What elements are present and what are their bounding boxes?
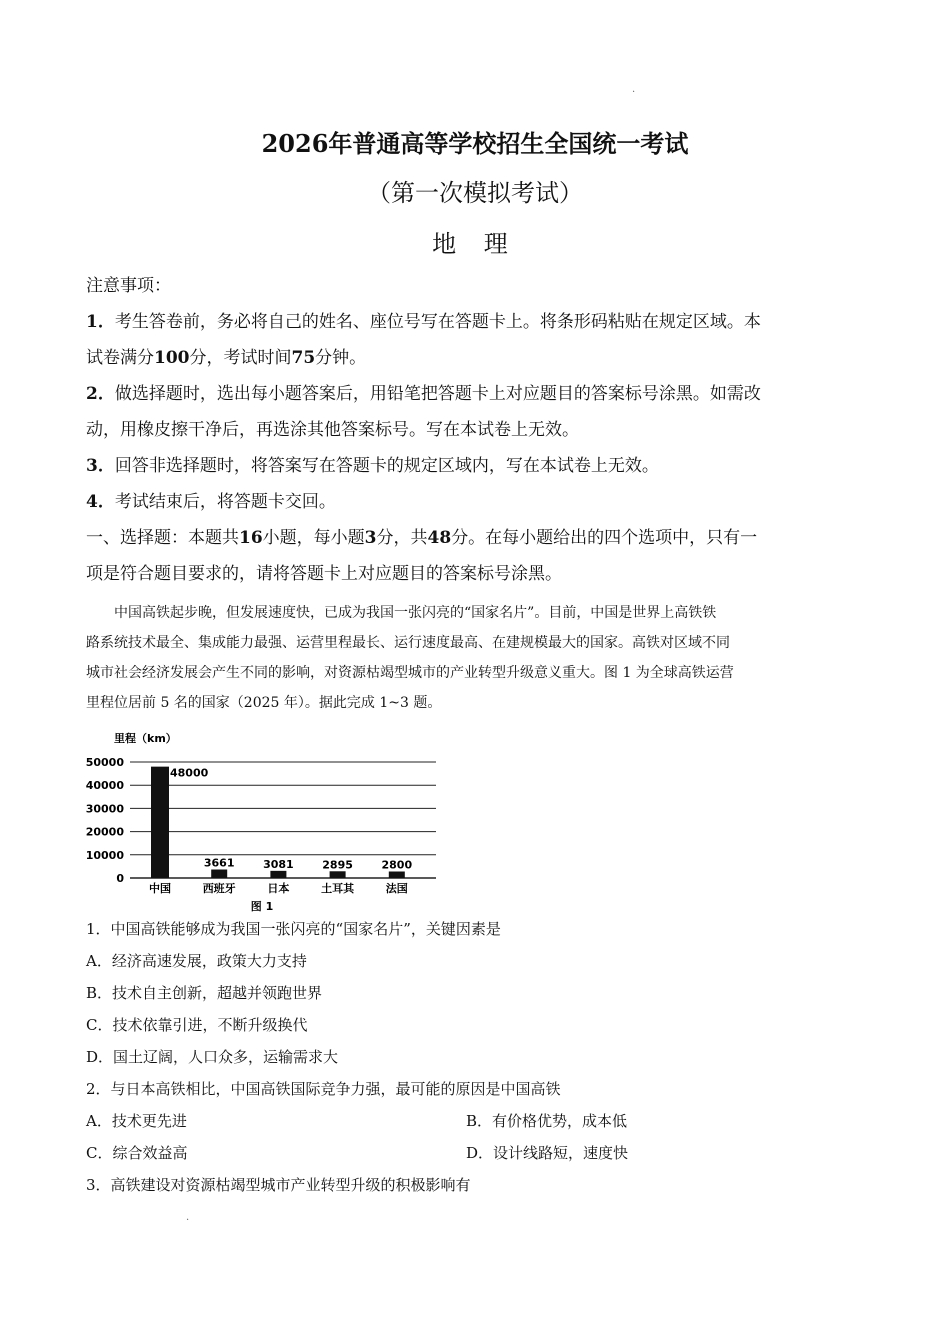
passage-line-1: 中国高铁起步晚，但发展速度快，已成为我国一张闪亮的“国家名片”。目前，中国是世界上高铁铁 — [114, 605, 717, 621]
passage-line-2: 路系统技术最全、集成能力最强、运营里程最长、运行速度最高、在建规模最大的国家。高铁对区域不同 — [86, 635, 730, 651]
notice-item-1 — [86, 304, 846, 376]
question-2-option-a: A．技术更先进 — [86, 1112, 187, 1130]
y-tick-label: 20000 — [86, 825, 124, 839]
section-text: 一、选择题：本题共 — [86, 528, 239, 548]
notice-item-number: 2． — [86, 384, 115, 404]
bar — [151, 767, 169, 878]
exam-subtitle: （第一次模拟考试） — [367, 179, 583, 207]
bar — [389, 872, 405, 878]
notice-item-text: 考生答卷前，务必将自己的姓名、座位号写在答题卡上。将条形码粘贴在规定区域。本 — [114, 312, 761, 332]
notice-item-number: 4． — [86, 492, 115, 512]
data-label: 2895 — [322, 858, 353, 872]
notice-item-text: 考试结束后，将答题卡交回。 — [114, 492, 336, 512]
y-tick-label: 40000 — [86, 779, 124, 793]
section-text: 项是符合题目要求的，请将答题卡上对应题目的答案标号涂黑。 — [86, 564, 562, 584]
data-label: 2800 — [381, 858, 413, 872]
x-tick-label: 西班牙 — [202, 882, 236, 895]
section-text: 分。在每小题给出的四个选项中，只有一 — [451, 528, 758, 548]
y-tick-label: 30000 — [86, 802, 124, 816]
y-tick-label: 10000 — [86, 848, 124, 862]
section-instructions — [86, 520, 846, 592]
notice-item-text: 做选择题时，选出每小题答案后，用铅笔把答题卡上对应题目的答案标号涂黑。如需改 — [114, 384, 761, 404]
question-3-stem: 3．高铁建设对资源枯竭型城市产业转型升级的积极影响有 — [86, 1176, 471, 1194]
notice-item-3 — [86, 448, 846, 484]
bar — [270, 871, 286, 878]
subject-title: 地 理 — [432, 230, 518, 258]
top-dot: . — [632, 84, 636, 95]
section-text: 分，共 — [376, 528, 428, 548]
passage-line-3: 城市社会经济发展会产生不同的影响，对资源枯竭型城市的产业转型升级意义重大。图 1 为全球高铁运营 — [86, 665, 734, 681]
notice-heading: 注意事项： — [86, 276, 171, 296]
exam-title: 2026年普通高等学校招生全国统一考试 — [261, 129, 689, 158]
x-tick-label: 中国 — [149, 882, 171, 895]
points-each: 3 — [364, 528, 377, 548]
points-total: 48 — [427, 528, 452, 548]
bar — [330, 871, 346, 878]
passage-line-4: 里程位居前 5 名的国家（2025 年）。据此完成 1~3 题。 — [86, 695, 442, 711]
notice-item-text: 试卷满分 — [86, 348, 154, 368]
bottom-dot: . — [186, 1212, 190, 1223]
question-count: 16 — [239, 528, 263, 548]
notice-item-text: 动，用橡皮擦干净后，再选涂其他答案标号。写在本试卷上无效。 — [86, 420, 579, 440]
question-1-option-c: C．技术依靠引进，不断升级换代 — [86, 1016, 308, 1034]
question-2-option-c: C．综合效益高 — [86, 1144, 188, 1162]
notice-item-4 — [86, 484, 846, 520]
question-1-option-d: D．国土辽阔，人口众多，运输需求大 — [86, 1048, 339, 1066]
bar — [211, 870, 227, 878]
figure-1-chart — [86, 724, 446, 920]
notice-item-2 — [86, 376, 846, 448]
bar-chart — [86, 724, 446, 920]
x-tick-label: 土耳其 — [321, 882, 355, 895]
x-tick-label: 法国 — [385, 882, 408, 895]
question-1-option-b: B．技术自主创新，超越并领跑世界 — [86, 984, 323, 1002]
data-label: 3661 — [203, 856, 235, 870]
notice-item-text: 回答非选择题时，将答案写在答题卡的规定区域内，写在本试卷上无效。 — [114, 456, 659, 476]
y-axis-label: 里程（km） — [114, 732, 177, 745]
question-1-stem: 1．中国高铁能够成为我国一张闪亮的“国家名片”，关键因素是 — [86, 920, 501, 938]
notice-item-text: 分钟。 — [315, 348, 367, 368]
x-tick-label: 日本 — [267, 882, 290, 895]
question-2-option-d: D．设计线路短，速度快 — [466, 1144, 629, 1162]
question-2-option-b: B．有价格优势，成本低 — [466, 1112, 628, 1130]
notice-item-text: 分，考试时间 — [189, 348, 292, 368]
data-label: 3081 — [263, 857, 294, 871]
figure-caption: 图 1 — [250, 900, 274, 913]
section-text: 小题，每小题 — [262, 528, 365, 548]
full-score: 100 — [154, 348, 190, 368]
notice-item-number: 1． — [86, 312, 115, 332]
y-tick-label: 50000 — [86, 756, 124, 769]
exam-time: 75 — [291, 348, 316, 368]
notice-item-number: 3． — [86, 456, 115, 476]
question-2-stem: 2．与日本高铁相比，中国高铁国际竞争力强，最可能的原因是中国高铁 — [86, 1080, 561, 1098]
question-1-option-a: A．经济高速发展，政策大力支持 — [86, 952, 307, 970]
data-label: 48000 — [170, 766, 209, 780]
y-tick-label: 0 — [116, 872, 124, 885]
